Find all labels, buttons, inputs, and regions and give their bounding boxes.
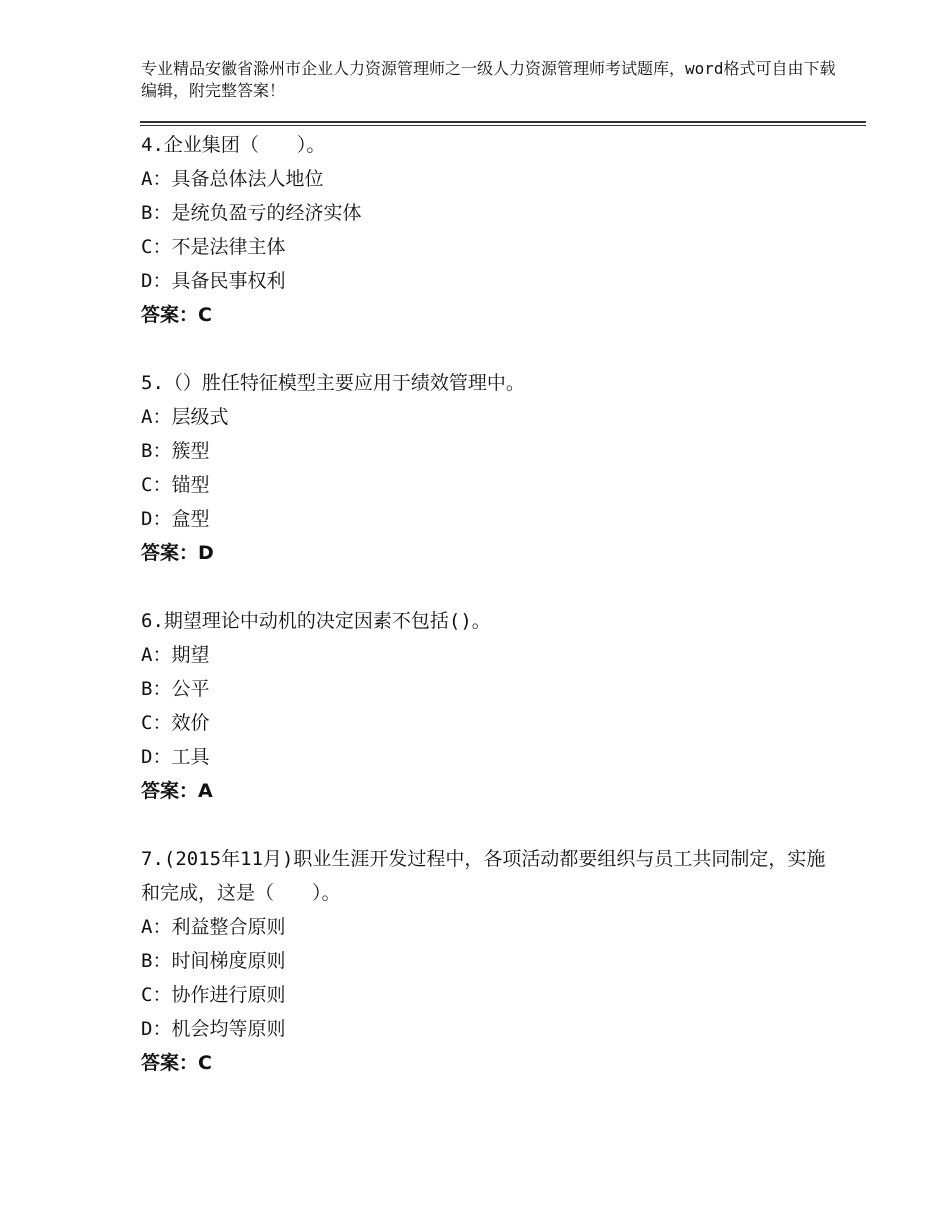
option-d: D：盒型 — [141, 508, 210, 530]
option-c: C：协作进行原则 — [141, 984, 286, 1006]
option-d: D：机会均等原则 — [141, 1018, 286, 1040]
document-header: 专业精品安徽省滁州市企业人力资源管理师之一级人力资源管理师考试题库，word格式可自由下载编辑，附完整答案！ — [141, 59, 836, 100]
answer: 答案：A — [141, 780, 213, 802]
question-stem: 6.期望理论中动机的决定因素不包括()。 — [141, 610, 491, 632]
header-rule-top — [140, 121, 866, 123]
question-list — [141, 128, 841, 1114]
option-c: C：锚型 — [141, 474, 210, 496]
answer: 答案：C — [141, 1052, 212, 1074]
option-a: A：利益整合原则 — [141, 916, 286, 938]
answer: 答案：C — [141, 304, 212, 326]
option-a: A：具备总体法人地位 — [141, 168, 324, 190]
option-c: C：不是法律主体 — [141, 236, 286, 258]
option-a: A：层级式 — [141, 406, 229, 428]
option-c: C：效价 — [141, 712, 210, 734]
question-stem: 7.(2015年11月)职业生涯开发过程中，各项活动都要组织与员工共同制定，实施和完成，这是（ ）。 — [141, 848, 826, 904]
question-4 — [141, 128, 841, 332]
option-b: B：簇型 — [141, 440, 210, 462]
question-6 — [141, 604, 841, 808]
question-5 — [141, 366, 841, 570]
option-b: B：时间梯度原则 — [141, 950, 286, 972]
question-7 — [141, 842, 841, 1080]
answer: 答案：D — [141, 542, 214, 564]
option-d: D：工具 — [141, 746, 210, 768]
option-b: B：公平 — [141, 678, 210, 700]
question-stem: 5.（）胜任特征模型主要应用于绩效管理中。 — [141, 372, 525, 394]
option-b: B：是统负盈亏的经济实体 — [141, 202, 362, 224]
question-stem: 4.企业集团（ ）。 — [141, 134, 326, 156]
option-d: D：具备民事权利 — [141, 270, 286, 292]
header-rule-bottom — [140, 125, 866, 126]
option-a: A：期望 — [141, 644, 210, 666]
